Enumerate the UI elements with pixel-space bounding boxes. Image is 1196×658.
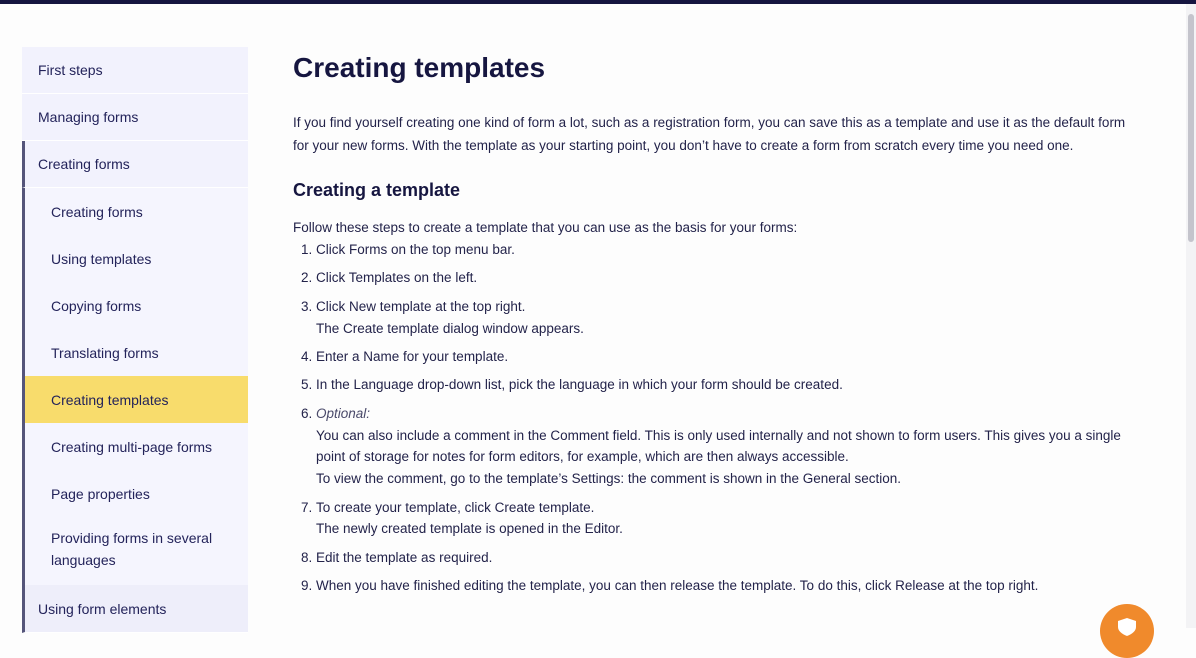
- step-body: [316, 346, 508, 368]
- step-number: 5.: [300, 377, 316, 393]
- step-item: [293, 296, 1143, 340]
- sidebar-item-managing-forms[interactable]: Managing forms: [22, 94, 248, 141]
- step-text: Edit the template as required.: [316, 549, 493, 565]
- page-title: Creating templates: [293, 52, 546, 83]
- step-item: [293, 575, 1143, 597]
- step-body: [316, 374, 843, 396]
- step-text: The Create template dialog window appears.: [316, 320, 584, 336]
- sidebar-subitem-using-templates[interactable]: Using templates: [25, 235, 248, 282]
- step-number: 7.: [300, 499, 316, 515]
- step-item: [293, 346, 1143, 368]
- step-optional-label: Optional:: [316, 405, 371, 421]
- step-number: 1.: [300, 242, 316, 257]
- section-title: Creating a template: [293, 180, 461, 200]
- main-content: [293, 48, 1143, 604]
- step-body: [316, 497, 623, 541]
- sidebar-item-first-steps[interactable]: First steps: [22, 47, 248, 94]
- step-item: [293, 267, 1143, 289]
- step-body: [316, 547, 492, 569]
- step-text: The newly created template is opened in the Editor.: [316, 521, 623, 537]
- sidebar-item-creating-forms[interactable]: Creating forms: [22, 141, 248, 188]
- step-text: You can also include a comment in the Comment field. This is only used internally and not shown to form users. This gives you a single point of storage for notes for form editors, for example, which are then always accessible.: [316, 427, 1121, 465]
- sidebar-subitem-translating-forms[interactable]: Translating forms: [25, 329, 248, 376]
- step-text: Click Forms on the top menu bar.: [316, 242, 515, 257]
- step-body: [316, 403, 1143, 490]
- step-text: Enter a Name for your template.: [316, 348, 509, 364]
- step-number: 4.: [300, 348, 316, 364]
- step-text: In the Language drop-down list, pick the language in which your form should be created.: [316, 377, 843, 393]
- step-body: [316, 575, 1038, 597]
- step-item: [293, 403, 1143, 490]
- step-text: Click New template at the top right.: [316, 298, 526, 314]
- step-body: [316, 239, 515, 261]
- sidebar-nav: [22, 47, 248, 633]
- step-body: [316, 296, 584, 340]
- step-text: Click Templates on the left.: [316, 270, 478, 286]
- steps-list: [293, 239, 1143, 597]
- step-text: To view the comment, go to the template’s Settings: the comment is shown in the General section.: [316, 471, 902, 487]
- help-chat-button[interactable]: [1100, 604, 1154, 658]
- steps-lead: Follow these steps to create a template that you can use as the basis for your forms:: [293, 220, 798, 235]
- sidebar-item-using-form-elements[interactable]: Using form elements: [22, 585, 248, 633]
- step-number: 8.: [300, 549, 316, 565]
- step-number: 6.: [300, 405, 316, 421]
- step-item: [293, 374, 1143, 396]
- step-text: To create your template, click Create template.: [316, 499, 595, 515]
- step-item: [293, 497, 1143, 541]
- sidebar-subitem-page-properties[interactable]: Page properties: [25, 470, 248, 517]
- step-item: [293, 547, 1143, 569]
- chat-shield-icon: [1114, 616, 1140, 636]
- step-number: 3.: [300, 298, 316, 314]
- sidebar-subitem-creating-templates[interactable]: Creating templates: [25, 376, 248, 423]
- scrollbar-thumb[interactable]: [1188, 14, 1194, 242]
- sidebar-subitem-copying-forms[interactable]: Copying forms: [25, 282, 248, 329]
- step-body: [316, 267, 477, 289]
- intro-paragraph: If you find yourself creating one kind of form a lot, such as a registration form, you can save this as a template and use it as the default form for your new forms. With the template as your starting point, you don’t have to create a form from scratch every time you need one.: [293, 115, 1126, 153]
- sidebar-subitem-creating-forms[interactable]: Creating forms: [25, 188, 248, 235]
- step-number: 9.: [300, 578, 316, 594]
- step-item: [293, 239, 1143, 261]
- sidebar-subitem-several-languages[interactable]: Providing forms in several languages: [25, 517, 248, 585]
- top-bar: [0, 0, 1196, 4]
- sidebar-subitem-multi-page-forms[interactable]: Creating multi-page forms: [25, 423, 248, 470]
- sidebar-subnav: [22, 188, 248, 585]
- step-number: 2.: [300, 270, 316, 286]
- step-text: When you have finished editing the template, you can then release the template. To do this, click Release at the top right.: [316, 578, 1039, 594]
- scrollbar[interactable]: [1186, 4, 1196, 628]
